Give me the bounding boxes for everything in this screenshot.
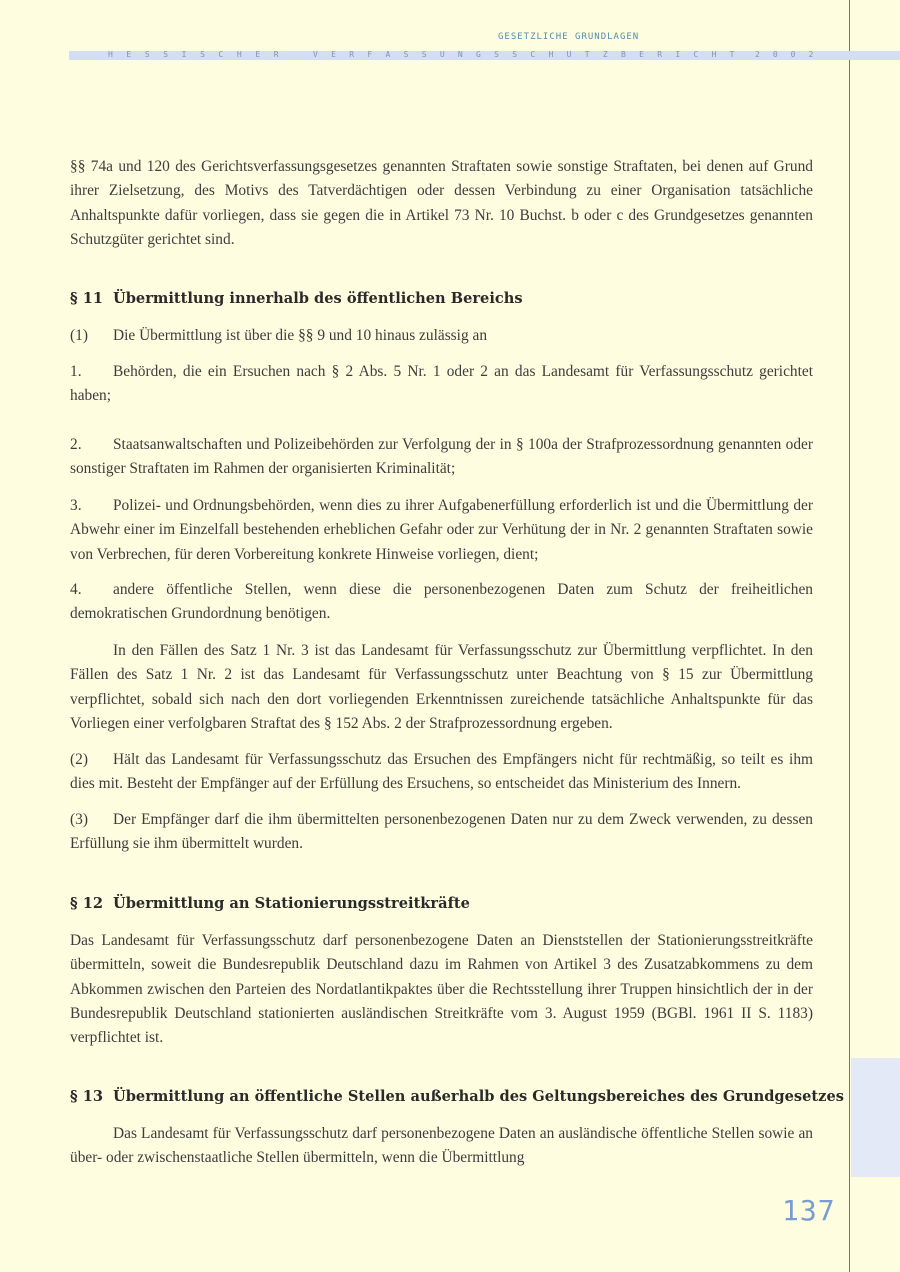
item-number: 3. bbox=[70, 497, 82, 514]
s12-paragraph: Das Landesamt für Verfassungsschutz darf personenbezogene Daten an Dienststellen der Stationierungsstreitkräfte übermitteln, soweit die Bundesrepublik Deutschland dazu im Rahmen von Artikel 3 des Zusatzabkommens zu dem Abkommen zwischen den Parteien des Nordatlantikpaktes über die Rechtsstellung ihrer Truppen hinsichtlich der in der Bundesrepublik Deutschland stationierten ausländischen Streitkräfte vom 3. August 1959 (BGBl. 1961 II S. 1183) verpflichtet ist. bbox=[70, 932, 813, 1047]
section-title: Übermittlung an öffentliche Stellen außerhalb des Geltungsbereiches des Grundgesetzes bbox=[113, 1088, 844, 1105]
intro-paragraph: §§ 74a und 120 des Gerichtsverfassungsgesetzes genannten Straftaten sowie sonstige Straftaten, bei denen auf Grund ihrer Zielsetzung, des Motivs des Tatverdächtigen oder dessen Verbindung zu einer Organisation tatsächliche Anhaltspunkte dafür vorliegen, dass sie gegen die in Artikel 73 Nr. 10 Buchst. b oder c des Grundgesetzes genannten Schutzgüter gerichtet sind. bbox=[70, 158, 813, 248]
s11-abs2 bbox=[70, 748, 813, 797]
section-12-heading bbox=[70, 895, 470, 912]
side-tab-marker bbox=[851, 1058, 900, 1177]
s11-item-3 bbox=[70, 494, 813, 567]
running-header-band bbox=[69, 51, 900, 60]
s11-item-1 bbox=[70, 360, 813, 409]
section-title: Übermittlung innerhalb des öffentlichen Bereichs bbox=[113, 290, 523, 307]
item-text: Staatsanwaltschaften und Polizeibehörden zur Verfolgung der in § 100a der Strafprozessordnung genannten oder sonstiger Straftaten im Rahmen der organisierten Kriminalität; bbox=[70, 436, 813, 478]
paragraph-text: Die Übermittlung ist über die §§ 9 und 10 hinaus zulässig an bbox=[113, 327, 488, 344]
margin-rule bbox=[849, 0, 850, 1272]
section-11-heading bbox=[70, 290, 523, 307]
s11-item-2 bbox=[70, 433, 813, 482]
item-text: Behörden, die ein Ersuchen nach § 2 Abs. 5 Nr. 1 oder 2 an das Landesamt für Verfassungsschutz gerichtet haben; bbox=[70, 363, 813, 405]
s11-followup-paragraph: In den Fällen des Satz 1 Nr. 3 ist das Landesamt für Verfassungsschutz zur Übermittlung verpflichtet. In den Fällen des Satz 1 Nr. 2 ist das Landesamt für Verfassungsschutz unter Beachtung von § 15 zur Übermittlung verpflichtet, sobald sich nach den dort vorliegenden Erkenntnissen zureichende tatsächliche Anhaltspunkte für das Vorliegen einer verfolgbaren Straftat des § 152 Abs. 2 der Strafprozessordnung ergeben. bbox=[70, 642, 813, 732]
item-text: Polizei- und Ordnungsbehörden, wenn dies zu ihrer Aufgabenerfüllung erforderlich ist und die Übermittlung der Abwehr einer im Einzelfall bestehenden erheblichen Gefahr oder zur Verhütung der in Nr. 2 genannten Straftaten sowie von Verbrechen, für deren Vorbereitung konkrete Hinweise vorliegen, dient; bbox=[70, 497, 813, 563]
s11-item-4 bbox=[70, 578, 813, 627]
section-number: § 12 bbox=[70, 895, 104, 912]
running-title-part-1: HESSISCHER bbox=[108, 50, 293, 59]
section-number: § 11 bbox=[70, 290, 104, 307]
item-number: 2. bbox=[70, 436, 82, 453]
paragraph-number: (2) bbox=[70, 751, 88, 768]
section-13-heading bbox=[70, 1088, 844, 1105]
running-year: 2002 bbox=[755, 50, 827, 59]
chapter-title: GESETZLICHE GRUNDLAGEN bbox=[498, 32, 640, 42]
item-number: 1. bbox=[70, 363, 82, 380]
item-text: andere öffentliche Stellen, wenn diese die personenbezogenen Daten zum Schutz der freiheitlichen demokratischen Grundordnung benötigen. bbox=[70, 581, 813, 623]
s11-abs3 bbox=[70, 808, 813, 857]
s11-abs1 bbox=[70, 324, 813, 348]
page-number: 137 bbox=[782, 1194, 836, 1227]
paragraph-text: Der Empfänger darf die ihm übermittelten personenbezogenen Daten nur zu dem Zweck verwenden, zu dessen Erfüllung sie ihm übermittelt wurden. bbox=[70, 811, 813, 853]
paragraph-number: (3) bbox=[70, 811, 88, 828]
s13-paragraph: Das Landesamt für Verfassungsschutz darf personenbezogene Daten an ausländische öffentliche Stellen sowie an über- oder zwischenstaatliche Stellen übermitteln, wenn die Übermittlung bbox=[70, 1125, 813, 1167]
paragraph-text: Hält das Landesamt für Verfassungsschutz das Ersuchen des Empfängers nicht für rechtmäßig, so teilt es ihm dies mit. Besteht der Empfänger auf der Erfüllung des Ersuchens, so entscheidet das Ministerium des Innern. bbox=[70, 751, 813, 793]
paragraph-number: (1) bbox=[70, 327, 88, 344]
running-title-part-2: VERFASSUNGSSCHUTZBERICHT bbox=[313, 50, 748, 59]
section-number: § 13 bbox=[70, 1088, 104, 1105]
item-number: 4. bbox=[70, 581, 82, 598]
section-title: Übermittlung an Stationierungsstreitkräfte bbox=[113, 895, 470, 912]
